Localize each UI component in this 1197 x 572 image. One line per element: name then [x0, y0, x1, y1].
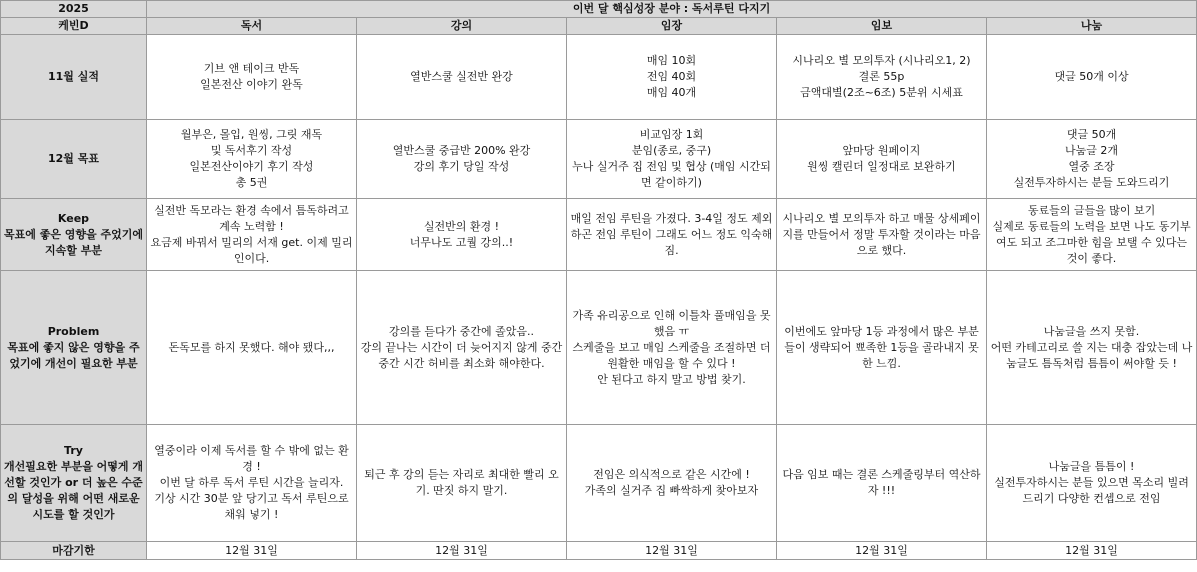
cell-problem-site-visit[interactable]: 가족 유리공으로 인해 이틀차 풀매임을 못했음 ㅠ 스케줄을 보고 매임 스케줄을 조절하면 더 원활한 매임을 할 수 있다 ! 안 된다고 하지 말고 방법 찾기.	[567, 271, 777, 425]
cell-keep-report[interactable]: 시나리오 별 모의투자 하고 매물 상세페이지를 만들어서 정말 투자할 것이라는 마음으로 했다.	[777, 199, 987, 271]
cell-november-site-visit[interactable]: 매임 10회 전임 40회 매임 40개	[567, 35, 777, 120]
cell-keep-lecture[interactable]: 실전반의 환경 ! 너무나도 고퀄 강의..!	[357, 199, 567, 271]
row-label-november-results[interactable]: 11월 실적	[1, 35, 147, 120]
cell-december-lecture[interactable]: 열반스쿨 중급반 200% 완강 강의 후기 당일 작성	[357, 120, 567, 199]
table-row	[1, 120, 1197, 199]
row-label-try[interactable]: Try 개선필요한 부분을 어떻게 개선할 것인가 or 더 높은 수준의 달성을 위해 어떤 새로운 시도를 할 것인가	[1, 425, 147, 542]
cell-december-reading[interactable]: 월부은, 몰입, 원씽, 그릿 재독 및 독서후기 작성 일본전산이야기 후기 작성 총 5권	[147, 120, 357, 199]
cell-problem-sharing[interactable]: 나눔글을 쓰지 못함. 어떤 카테고리로 쓸 지는 대충 잡았는데 나눔글도 틈독처럼 틈틈이 써야할 듯 !	[987, 271, 1197, 425]
cell-december-sharing[interactable]: 댓글 50개 나눔글 2개 열중 조장 실전투자하시는 분들 도와드리기	[987, 120, 1197, 199]
cell-keep-reading[interactable]: 실전반 독모라는 환경 속에서 틈독하려고 계속 노력함 ! 요금제 바꿔서 밀리의 서재 get. 이제 밀리인이다.	[147, 199, 357, 271]
row-label-problem[interactable]: Problem 목표에 좋지 않은 영향을 주었기에 개선이 필요한 부분	[1, 271, 147, 425]
banner-cell[interactable]: 이번 달 핵심성장 분야 : 독서루틴 다지기	[147, 1, 1197, 18]
cell-december-site-visit[interactable]: 비교임장 1회 분임(종로, 중구) 누나 실거주 집 전임 및 협상 (매임 시간되면 같이하기)	[567, 120, 777, 199]
year-cell[interactable]: 2025	[1, 1, 147, 18]
cell-deadline-reading[interactable]: 12월 31일	[147, 542, 357, 560]
column-header-reading[interactable]: 독서	[147, 18, 357, 35]
cell-deadline-report[interactable]: 12월 31일	[777, 542, 987, 560]
table-row	[1, 35, 1197, 120]
cell-deadline-sharing[interactable]: 12월 31일	[987, 542, 1197, 560]
table-row	[1, 425, 1197, 542]
row-label-deadline[interactable]: 마감기한	[1, 542, 147, 560]
cell-try-sharing[interactable]: 나눔글을 틈틈이 ! 실전투자하시는 분들 있으면 목소리 빌려드리기 다양한 컨셉으로 전임	[987, 425, 1197, 542]
column-header-site-visit[interactable]: 임장	[567, 18, 777, 35]
cell-november-reading[interactable]: 기브 앤 테이크 반독 일본전산 이야기 완독	[147, 35, 357, 120]
banner-row	[1, 1, 1197, 18]
cell-try-lecture[interactable]: 퇴근 후 강의 듣는 자리로 최대한 빨리 오기. 딴짓 하지 말기.	[357, 425, 567, 542]
column-header-sharing[interactable]: 나눔	[987, 18, 1197, 35]
cell-problem-report[interactable]: 이번에도 앞마당 1등 과정에서 많은 부분들이 생략되어 뾰족한 1등을 골라내지 못한 느낌.	[777, 271, 987, 425]
cell-problem-reading[interactable]: 돈독모를 하지 못했다. 해야 됐다,,,	[147, 271, 357, 425]
cell-keep-site-visit[interactable]: 매일 전임 루틴을 가졌다. 3-4일 정도 제외하곤 전임 루틴이 그래도 어느 정도 익숙해짐.	[567, 199, 777, 271]
table-row	[1, 542, 1197, 560]
table-row	[1, 271, 1197, 425]
cell-keep-sharing[interactable]: 동료들의 글들을 많이 보기 실제로 동료들의 노력을 보면 나도 동기부여도 되고 조그마한 힘을 보탤 수 있다는 것이 좋다.	[987, 199, 1197, 271]
cell-try-site-visit[interactable]: 전임은 의식적으로 같은 시간에 ! 가족의 실거주 집 빠싹하게 찾아보자	[567, 425, 777, 542]
cell-problem-lecture[interactable]: 강의를 듣다가 중간에 졸았음.. 강의 끝나는 시간이 더 늦어지지 않게 중간중간 시간 허비를 최소화 해야한다.	[357, 271, 567, 425]
table-row	[1, 199, 1197, 271]
cell-november-report[interactable]: 시나리오 별 모의투자 (시나리오1, 2) 결론 55p 금액대별(2조~6조) 5분위 시세표	[777, 35, 987, 120]
column-header-lecture[interactable]: 강의	[357, 18, 567, 35]
row-label-keep[interactable]: Keep 목표에 좋은 영향을 주었기에 지속할 부분	[1, 199, 147, 271]
row-label-december-goals[interactable]: 12월 목표	[1, 120, 147, 199]
column-header-report[interactable]: 임보	[777, 18, 987, 35]
cell-november-lecture[interactable]: 열반스쿨 실전반 완강	[357, 35, 567, 120]
cell-try-reading[interactable]: 열중이라 이제 독서를 할 수 밖에 없는 환경 ! 이번 달 하루 독서 루틴 시간을 늘리자. 기상 시간 30분 앞 당기고 독서 루틴으로 채워 넣기 !	[147, 425, 357, 542]
cell-deadline-lecture[interactable]: 12월 31일	[357, 542, 567, 560]
cell-december-report[interactable]: 앞마당 원페이지 원씽 캘린더 일정대로 보완하기	[777, 120, 987, 199]
cell-deadline-site-visit[interactable]: 12월 31일	[567, 542, 777, 560]
column-header-row	[1, 18, 1197, 35]
cell-try-report[interactable]: 다음 임보 때는 결론 스케줄링부터 역산하자 !!!	[777, 425, 987, 542]
cell-november-sharing[interactable]: 댓글 50개 이상	[987, 35, 1197, 120]
name-label-cell[interactable]: 케빈D	[1, 18, 147, 35]
